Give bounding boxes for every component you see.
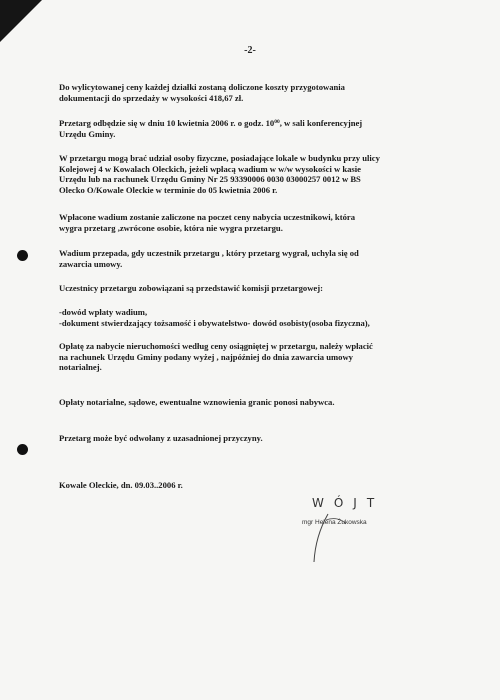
auction-date-text: Przetarg odbędzie się w dniu 10 kwietnia 2006 r. o godz. 10 <box>59 118 275 128</box>
paragraph-auction-date <box>59 117 444 139</box>
auction-place-text: , w sali konferencyjnej Urzędu Gminy. <box>59 118 363 139</box>
paragraph-required-documents: Uczestnicy przetargu zobowiązani są przedstawić komisji przetargowej: <box>59 283 323 293</box>
punch-hole-top <box>17 250 28 261</box>
paragraph-deposit-forfeit: Wadium przepada, gdy uczestnik przetargu , który przetarg wygrał, uchyla się od zawarcia umowy. <box>59 248 359 269</box>
paragraph-notary-fees: Opłaty notarialne, sądowe, ewentualne wznowienia granic ponosi nabywca. <box>59 397 335 407</box>
page-number: -2- <box>244 45 256 56</box>
paragraph-payment: Opłatę za nabycie nieruchomości według ceny osiągniętej w przetargu, należy wpłacić na rachunek Urzędu Gminy podany wyżej , najpóźniej do dnia zawarcia umowy notarialnej. <box>59 341 373 373</box>
folded-corner-shadow <box>0 0 42 42</box>
signatory-name: mgr Helena Żukowska <box>302 519 367 526</box>
paragraph-cancellation: Przetarg może być odwołany z uzasadnionej przyczyny. <box>59 433 263 443</box>
paragraph-participants: W przetargu mogą brać udział osoby fizyczne, posiadające lokale w budynku przy ulicy Kolejowej 4 w Kowalach Oleckich, jeżeli wpłacą wadium w w/w wysokości w kasie Urzędu lub na rachunek Urzędu Gminy Nr 25 93390006 0030 03000257 0012 w BS Olecko O/Kowale Oleckie w terminie do 05 kwietnia 2006 r. <box>59 153 380 195</box>
paragraph-deposit-refund: Wpłacone wadium zostanie zaliczone na poczet ceny nabycia uczestnikowi, która wygra przetarg ,zwrócone osobie, która nie wygra przetargu. <box>59 212 355 233</box>
signature-title: WÓJT <box>312 496 385 510</box>
paragraph-cost: Do wylicytowanej ceny każdej działki zostaną doliczone koszty przygotowania dokumentacji do sprzedaży w wysokości 418,67 zł. <box>59 82 345 103</box>
document-list: -dowód wpłaty wadium, -dokument stwierdzający tożsamość i obywatelstwo- dowód osobisty(osoba fizyczna), <box>59 307 370 328</box>
auction-time-superscript: 00 <box>274 119 280 125</box>
place-and-date: Kowale Oleckie, dn. 09.03..2006 r. <box>59 480 183 490</box>
punch-hole-bottom <box>17 444 28 455</box>
